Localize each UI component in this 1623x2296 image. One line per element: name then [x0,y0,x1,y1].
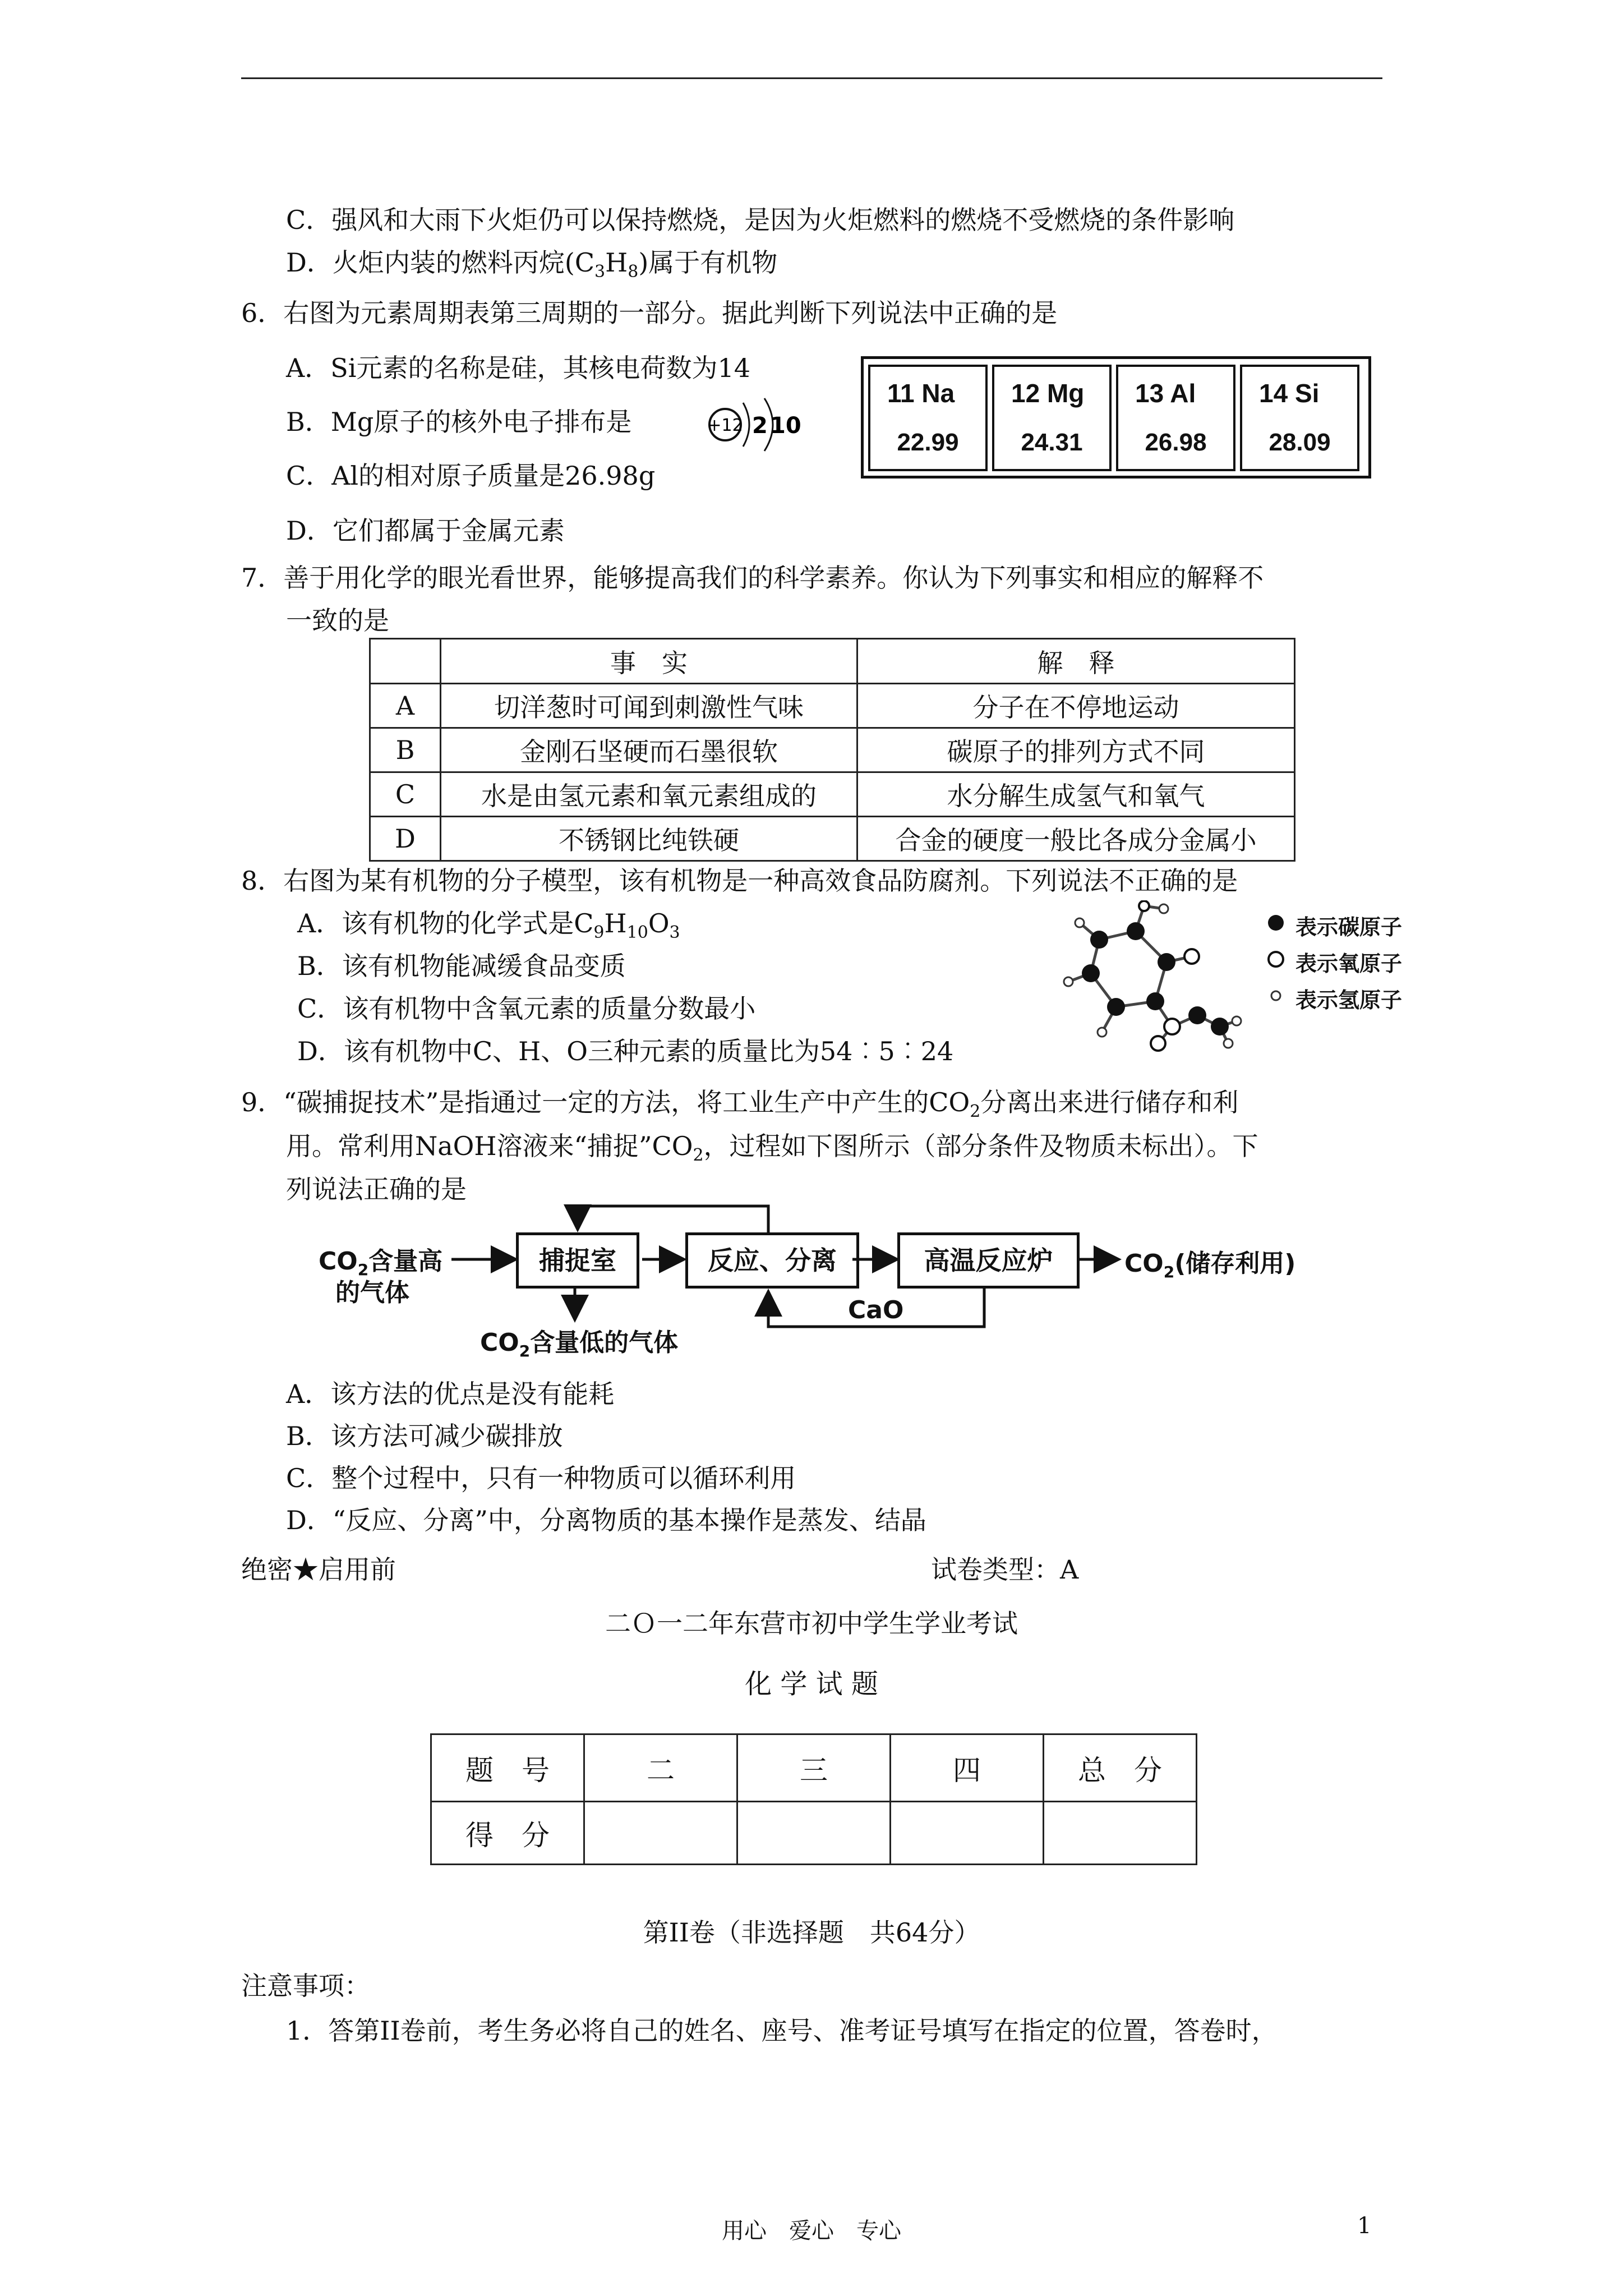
score-header: 总 分 [1044,1734,1197,1802]
exam-subtitle: 化 学 试 题 [745,1668,878,1700]
flow-output-label: $CO_2$(储存利用) [1124,1249,1296,1281]
atom-structure-diagram [704,393,805,457]
molecule-model-diagram [1060,900,1245,1057]
legend-oxygen: 表示氧原子 [1295,951,1403,976]
flow-recycle-label: CaO [848,1296,904,1324]
table-row [370,728,1295,772]
page-number: 1 [1357,2213,1372,2239]
q8-stem: 8．右图为某有机物的分子模型，该有机物是一种高效食品防腐剂。下列说法不正确的是 [241,866,1238,896]
element-mass: 22.99 [897,429,959,456]
legend-carbon: 表示碳原子 [1295,915,1403,940]
q6-stem: 6．右图为元素周期表第三周期的一部分。据此判断下列说法中正确的是 [241,298,1058,328]
flow-low-co2-label: $CO_2$含量低的气体 [480,1328,679,1360]
element-symbol: 11 Na [887,379,955,408]
q9-stem-line2: 用。常利用NaOH溶液来“捕捉$”CO_2$，过程如下图所示（部分条件及物质未标出）。下 [286,1131,1258,1166]
molecule-legend-icons [1265,912,1287,1024]
flow-arrows [314,1200,1324,1386]
element-cell-na [868,365,988,471]
footer-motto: 用心 爱心 专心 [722,2218,901,2244]
score-header: 二 [584,1734,737,1802]
q8-option-c: C．该有机物中含氧元素的质量分数最小 [297,993,756,1024]
row-fact: 切洋葱时可闻到刺激性气味 [441,684,857,728]
score-cell [584,1802,737,1865]
atom-nucleus: +12 [707,416,743,435]
row-fact: 金刚石坚硬而石墨很软 [441,728,857,772]
row-label: A [370,684,441,728]
row-label: D [370,817,441,861]
score-row-label: 得 分 [431,1802,584,1865]
q5-option-c: C．强风和大雨下火炬仍可以保持燃烧，是因为火炬燃料的燃烧不受燃烧的条件影响 [286,205,1235,235]
q8-option-d: D．该有机物中C、H、O三种元素的质量比为54︰5︰24 [297,1036,954,1066]
score-cell [1044,1802,1197,1865]
notes-heading: 注意事项： [241,1971,370,2001]
q9-option-a: A．该方法的优点是没有能耗 [286,1379,615,1409]
q7-stem-line2: 一致的是 [286,605,389,636]
table-row [370,772,1295,817]
element-cell-mg [992,365,1112,471]
paper-type-label: 试卷类型：A [931,1554,1079,1585]
row-explanation: 分子在不停地运动 [857,684,1295,728]
row-explanation: 合金的硬度一般比各成分金属小 [857,817,1295,861]
score-cell [891,1802,1044,1865]
hydrogen-atom-icon [1271,991,1280,1000]
score-header: 三 [737,1734,891,1802]
element-symbol: 13 Al [1135,379,1196,408]
row-label: B [370,728,441,772]
score-header: 四 [891,1734,1044,1802]
q9-stem-line1: 9．“碳捕捉技术”是指通过一定的方法，将工业生产中产生的$CO_2$分离出来进行储存和利 [241,1087,1239,1122]
q6-option-b: B．Mg原子的核外电子排布是 [286,407,632,437]
note-1: 1．答第II卷前，考生务必将自己的姓名、座号、准考证号填写在指定的位置，答卷时， [286,2016,1278,2046]
fact-explanation-table [369,638,1295,862]
atom-shell-2: 10 [770,413,801,439]
atom-shell-1: 2 [752,413,768,439]
row-explanation: 水分解生成氢气和氧气 [857,772,1295,817]
q9-option-c: C．整个过程中，只有一种物质可以循环利用 [286,1463,796,1493]
header-rule [241,77,1382,79]
flow-input-label: $CO_2$含量高 [319,1247,443,1279]
carbon-atom-icon [1268,915,1284,931]
q9-option-b: B．该方法可减少碳排放 [286,1421,563,1451]
q5-option-d: D．火炬内装的燃料丙烷$(C_3H_8)$属于有机物 [286,247,778,282]
table-row [370,817,1295,861]
flow-box-react-separate: 反应、分离 [685,1232,859,1289]
table-header-explanation: 解 释 [857,639,1295,684]
oxygen-atom-icon [1269,952,1283,967]
row-fact: 水是由氢元素和氧元素组成的 [441,772,857,817]
legend-hydrogen: 表示氢原子 [1295,988,1403,1013]
q6-option-d: D．它们都属于金属元素 [286,516,565,546]
row-explanation: 碳原子的排列方式不同 [857,728,1295,772]
element-mass: 26.98 [1145,429,1207,456]
q6-option-a: A．Si元素的名称是硅，其核电荷数为14 [286,353,750,383]
flow-input-label-2: 的气体 [335,1278,409,1307]
element-symbol: 12 Mg [1011,379,1085,408]
q9-option-d: D．“反应、分离”中，分离物质的基本操作是蒸发、结晶 [286,1505,926,1535]
flow-box-capture: 捕捉室 [516,1232,639,1289]
table-header-fact: 事 实 [441,639,857,684]
q8-option-b: B．该有机物能减缓食品变质 [297,951,626,981]
element-cell-si [1240,365,1359,471]
score-header: 题 号 [431,1734,584,1802]
score-cell [737,1802,891,1865]
score-table [430,1733,1197,1865]
element-mass: 24.31 [1021,429,1083,456]
q7-stem-line1: 7．善于用化学的眼光看世界，能够提高我们的科学素养。你认为下列事实和相应的解释不 [241,563,1264,593]
q8-option-a: A．该有机物的化学式是$C_9H_{10}O_3$ [297,908,680,943]
q6-option-c: C．Al的相对原子质量是26.98g [286,461,656,491]
row-fact: 不锈钢比纯铁硬 [441,817,857,861]
element-mass: 28.09 [1269,429,1331,456]
table-row [370,684,1295,728]
element-symbol: 14 Si [1259,379,1320,408]
section-title: 第II卷（非选择题 共64分） [643,1917,980,1948]
row-label: C [370,772,441,817]
element-cell-al [1116,365,1235,471]
periodic-table-excerpt [861,356,1371,478]
q9-stem-line3: 列说法正确的是 [286,1174,467,1204]
confidential-label: 绝密★启用前 [241,1554,396,1585]
exam-title: 二Ｏ一二年东营市初中学生学业考试 [605,1608,1018,1639]
flow-box-furnace: 高温反应炉 [897,1232,1080,1289]
